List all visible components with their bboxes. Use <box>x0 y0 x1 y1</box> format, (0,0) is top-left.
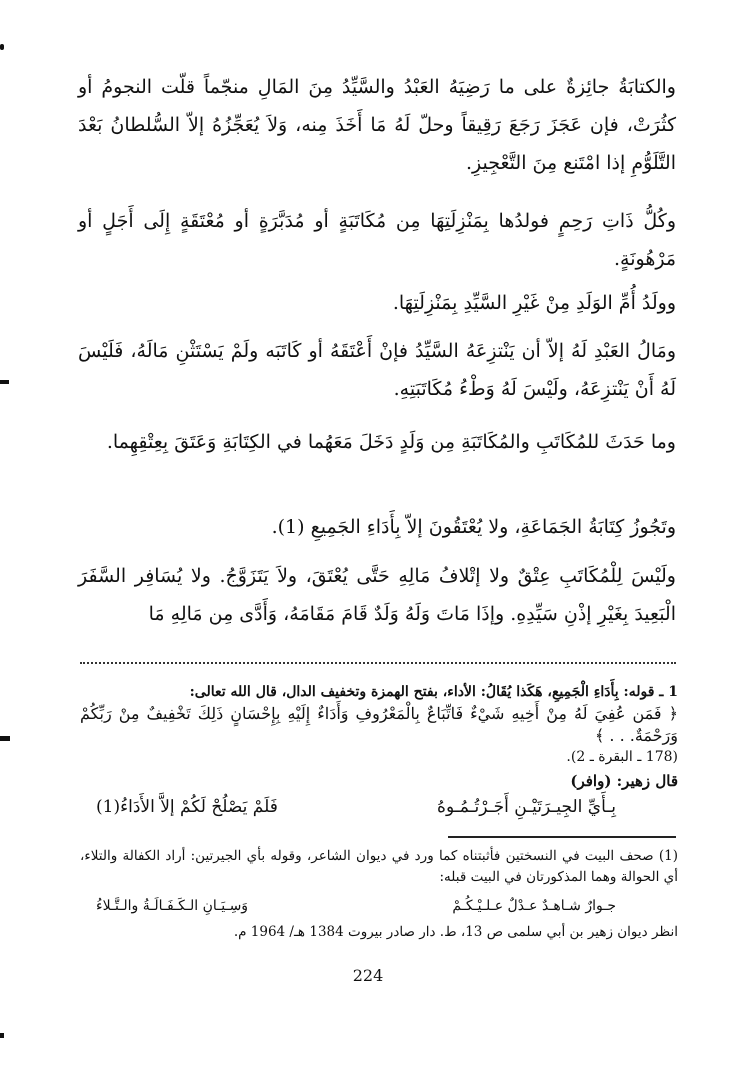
poem-verse <box>96 794 616 820</box>
editor-note-reference: انظر ديوان زهير بن أبي سلمى ص 13، ط. دار صادر بيروت 1384 هـ/ 1964 م. <box>233 924 678 940</box>
footnote-1-quran-quote: ﴿ فَمَن عُفِيَ لَهُ مِنْ أَخِيهِ شَيْءٌ فَاتِّبَاعٌ بِالْمَعْرُوفِ وَأَدَاءٌ إِلَيْهِ بِإِحْسَانٍ ذَلِكَ تَخْفِيفٌ مِنْ رَبِّكُمْ وَرَحْمَةٌ. . . ﴾ <box>80 704 678 745</box>
note-verse-first-hemistich: جـوارٌ شـاهـدٌ عـدْلٌ عـلـيْـكُـمْ <box>452 898 616 914</box>
footnote-1-heading: 1 ـ قوله: بِأَدَاءِ الْجَمِيعِ، هَكَذا يُقَالُ: الأداء، بفتح الهمزة وتخفيف الدال، قال الله تعالى: <box>189 684 678 700</box>
footnote-separator-dotted <box>80 662 676 664</box>
poet-label: قال زهير: (وافر) <box>570 772 678 790</box>
paragraph-mukatab-rights: ولَيْسَ لِلْمُكَاتَبِ عِتْقٌ ولا إتْلافُ مَالِهِ حَتَّى يُعْتَقَ، ولاَ يَتَزَوَّجُ. ولا يُسَافِر السَّفَرَ الْبَعِيدَ بِغَيْرِ إذْنِ سَيِّدِهِ. وإذَا مَاتَ وَلَهُ وَلَدٌ قَامَ مَقَامَهُ، وَأَدَّى مِن مَالِهِ مَا <box>78 565 676 625</box>
scan-mark <box>0 1033 4 1038</box>
note-verse-second-hemistich: وَسِـيَـانِ الـكَـفَـالَـةُ والـتَّـلاءُ <box>96 898 249 914</box>
page-number: 224 <box>352 966 384 985</box>
paragraph-kitaba: والكتابَةُ جائِزةٌ على ما رَضِيَهُ العَبْدُ والسَّيِّدُ مِنَ المَالِ منجّماً قلّت النجومُ أو كثُرَتْ، فإن عَجَزَ رَجَعَ رَقِيقاً وحلّ لَهُ مَا أَخَذَ مِنه، وَلاَ يُعَجِّزُهُ إلاّ السُّلطانُ بَعْدَ التَّلَوُّمِ إذا امْتَنع مِنَ التَّعْجِيزِ. <box>78 76 676 174</box>
verse-first-hemistich: بِـأَيِّ الجِيـرَتَيْـنِ أَجَـرْتُـمُـوهُ <box>437 797 616 817</box>
verse-second-hemistich: فَلَمْ يَصْلُحْ لَكُمْ إلاَّ الأَدَاءُ(1) <box>96 797 278 817</box>
paragraph-umm-walad: وولَدُ أُمِّ الوَلَدِ مِنْ غَيْرِ السَّيِّدِ بِمَنْزِلَتِهَا. <box>392 292 676 314</box>
note-verse <box>96 895 616 917</box>
scan-mark <box>0 44 4 50</box>
paragraph-mal-abd: ومَالُ العَبْدِ لَهُ إلاّ أن يَنْتزِعَهُ السَّيِّدُ فإنْ أَعْتَقَهُ أو كَاتَبَه ولَمْ يَسْتَثْنِ مَالَهُ، فَلَيْسَ لَهُ أَنْ يَنْتزِعَهُ، ولَيْسَ لَهُ وَطْءُ مُكَاتَبَتِهِ. <box>78 340 676 400</box>
paragraph-jamaa: وتَجُوزُ كِتَابَةُ الجَمَاعَةِ، ولا يُعْتَقُونَ إلاّ بِأَدَاءِ الجَمِيعِ (1). <box>271 516 676 538</box>
paragraph-walad-mukatab: وما حَدَثَ للمُكَاتَبِ والمُكَاتَبَةِ مِن وَلَدٍ دَخَلَ مَعَهُما في الكِتَابَةِ وَعَتَقَ بِعِتْقِهِما. <box>106 431 676 453</box>
scan-mark <box>0 736 10 741</box>
footnote-1-citation: (178 ـ البقرة ـ 2). <box>566 749 678 765</box>
paragraph-dhat-rahim: وكُلُّ ذَاتِ رَحِمٍ فولدُها بِمَنْزِلَتِهَا مِن مُكَاتَبَةٍ أو مُدَبَّرَةٍ أو مُعْتَقَةٍ إِلَى أَجَلٍ أو مَرْهُونَةٍ. <box>78 210 676 270</box>
note-separator-line <box>448 836 676 838</box>
scan-mark <box>0 380 9 384</box>
editor-note: (1) صحف البيت في النسختين فأثبتناه كما ورد في ديوان الشاعر، وقوله بأي الجيرتين: أراد الكفالة والتلاء، أي الحوالة وهما المذكورتان في البيت قبله: <box>80 848 678 885</box>
